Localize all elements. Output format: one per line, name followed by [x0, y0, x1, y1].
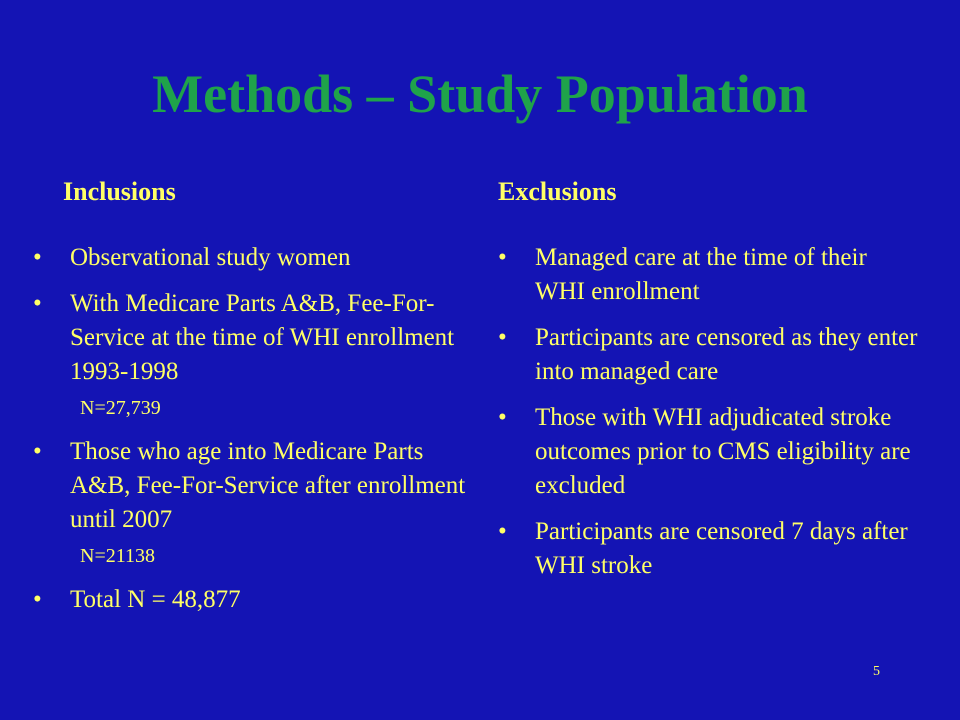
inclusion-item-text: Those who age into Medicare Parts A&B, Fee-For-Service after enrollment until 2007 [70, 438, 466, 533]
slide-title: Methods – Study Population [152, 64, 808, 124]
inclusion-item-text: Observational study women [70, 244, 351, 271]
page-number: 5 [873, 664, 880, 679]
exclusion-item [498, 241, 918, 309]
bullet-icon: • [33, 438, 42, 465]
inclusion-item [33, 241, 473, 275]
exclusion-item [498, 515, 918, 583]
inclusion-count-note: N=21138 [80, 545, 155, 567]
exclusion-item-text: Participants are censored as they enter into managed care [535, 324, 918, 385]
inclusion-item [33, 435, 473, 537]
bullet-icon: • [498, 518, 507, 545]
inclusions-heading: Inclusions [63, 177, 176, 206]
exclusions-list [498, 241, 918, 595]
exclusion-item-text: Managed care at the time of their WHI enrollment [535, 244, 867, 305]
exclusion-item-text: Participants are censored 7 days after WHI stroke [535, 518, 908, 579]
bullet-icon: • [498, 404, 507, 431]
bullet-icon: • [498, 244, 507, 271]
exclusions-heading: Exclusions [498, 177, 617, 206]
bullet-icon: • [33, 290, 42, 317]
exclusion-item-text: Those with WHI adjudicated stroke outcomes prior to CMS eligibility are excluded [535, 404, 911, 499]
bullet-icon: • [498, 324, 507, 351]
bullet-icon: • [33, 244, 42, 271]
exclusion-item [498, 401, 918, 503]
bullet-icon: • [33, 586, 42, 613]
inclusion-count-note: N=27,739 [80, 397, 161, 419]
inclusion-item [33, 583, 473, 617]
inclusion-item [33, 287, 473, 389]
inclusion-item-text: Total N = 48,877 [70, 586, 241, 613]
exclusion-item [498, 321, 918, 389]
inclusions-list [33, 241, 473, 629]
inclusion-item-text: With Medicare Parts A&B, Fee-For-Service at the time of WHI enrollment 1993-1998 [70, 290, 455, 385]
